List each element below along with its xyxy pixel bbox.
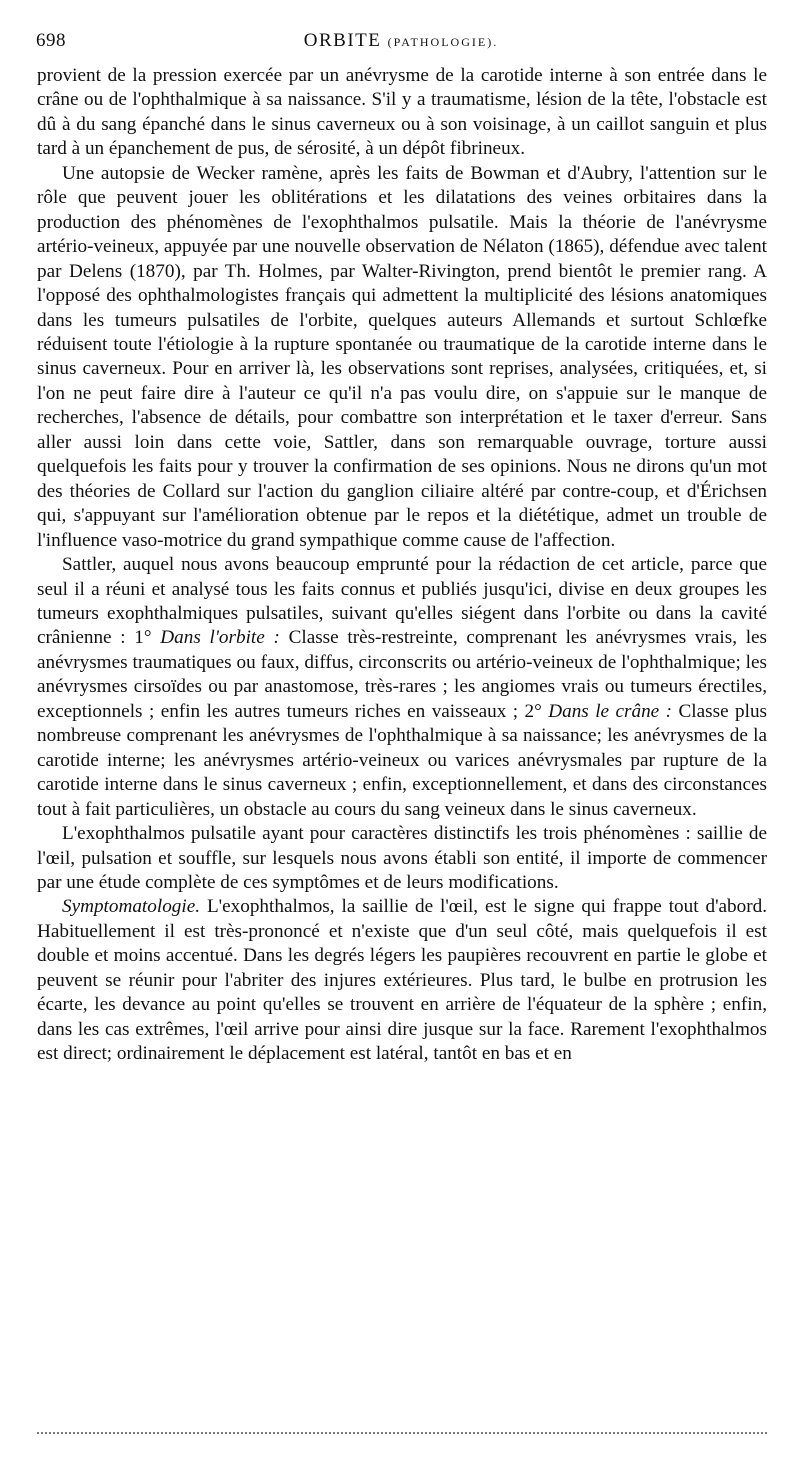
section-heading-symptomatology: Symptomatologie. (62, 896, 201, 918)
page-number: 698 (36, 30, 66, 51)
running-title-main: ORBITE (303, 30, 382, 51)
running-title (36, 30, 766, 52)
classification-orbit-text: Classe très-restreinte, comprenant les anévrysmes vrais, les anévrysmes traumatiques ou faux, diffus, circonscrits ou artério-veineux de l'ophthalmique; les anévrysmes cirsoïdes ou par anastomose, très-rares ; les angiomes vrais ou tumeurs érectiles, exceptionnels ; enfin les autres tumeurs riches en vaisseaux ; 2° (37, 627, 768, 722)
paragraph-classification (37, 553, 767, 822)
paragraph-symptomatology (37, 895, 767, 1066)
classification-skull-heading: Dans le crâne : (548, 700, 673, 722)
running-header (36, 30, 766, 60)
paragraph-characteristics: L'exophthalmos pulsatile ayant pour caractères distinctifs les trois phénomènes : saillie de l'œil, pulsation et souffle, sur lesquels nous avons établi son entité, il importe de commencer par une étude complète de ces symptômes et de leurs modifications. (37, 823, 767, 893)
paragraph-theories: Une autopsie de Wecker ramène, après les faits de Bowman et d'Aubry, l'attention sur le rôle que peuvent jouer les oblitérations et les dilatations des veines orbitaires dans la production des phénomènes de l'exophthalmos pulsatile. Mais la théorie de l'anévrysme artério-veineux, appuyée par une nouvelle observation de Nélaton (1865), défendue avec talent par Delens (1870), par Th. Holmes, par Walter-Rivington, prend bientôt le premier rang. A l'opposé des ophthalmologistes français qui admettent la multiplicité des lésions anatomiques dans les tumeurs pulsatiles de l'orbite, quelques auteurs Allemands et surtout Schlœfke réduisent toute l'étiologie à la rupture spontanée ou traumatique de la carotide interne dans le sinus caverneux. Pour en arriver là, les observations sont reprises, analysées, critiquées, et, si l'on ne peut faire dire à l'auteur ce qu'il n'a pas voulu dire, on s'appuie sur le manque de recherches, l'absence de détails, pour combattre son interprétation et le taxer d'erreur. Sans aller aussi loin dans cette voie, Sattler, dans son remarquable ouvrage, torture aussi quelquefois les faits pour y trouver la confirmation de ses opinions. Nous ne dirons qu'un mot des théories de Collard sur l'action du ganglion ciliaire altéré par contre-coup, et d'Érichsen qui, s'appuyant sur l'amélioration obtenue par le repos et la diététique, admet un trouble de l'influence vaso-motrice du grand sympathique comme cause de l'affection. (37, 162, 767, 551)
classification-skull-text: Classe plus nombreuse comprenant les anévrysmes de l'ophthalmique à sa naissance; les anévrysmes de la carotide interne; les anévrysmes artério-veineux ou varices anévrysmales par rupture de la carotide interne dans le sinus caverneux ; enfin, exceptionnellement, et dans des circonstances tout à fait particulières, un obstacle au cours du sang veineux dans le sinus caverneux. (37, 700, 768, 820)
symptomatology-text: L'exophthalmos, la saillie de l'œil, est le signe qui frappe tout d'abord. Habituellement il est très-prononcé et n'existe que d'un seul côté, mais quelquefois il est double et moins accentué. Dans les degrés légers les paupières recouvrent en partie le globe et peuvent se réunir pour l'abriter des injures extérieures. Plus tard, le bulbe en protrusion les écarte, les devance au point qu'elles se trouvent en arrière de l'équateur de la sphère ; enfin, dans les cas extrêmes, l'œil arrive pour ainsi dire jusque sur la face. Rarement l'exophthalmos est direct; ordinairement le déplacement est latéral, tantôt en bas et en (37, 896, 768, 1065)
classification-orbit-heading: Dans l'orbite : (160, 627, 280, 649)
footer-dotted-rule (37, 1432, 767, 1434)
body-text (37, 64, 767, 1067)
running-title-subtitle: (PATHOLOGIE). (387, 35, 499, 49)
paragraph-continuation: provient de la pression exercée par un anévrysme de la carotide interne à son entrée dans le crâne ou de l'ophthalmique à sa naissance. S'il y a traumatisme, lésion de la tête, l'obstacle est dû à du sang épanché dans le sinus caverneux ou à son voisinage, à un caillot sanguin et plus tard à un épanchement de pus, de sérosité, à un dépôt fibrineux. (37, 65, 767, 160)
classification-intro: Sattler, auquel nous avons beaucoup emprunté pour la rédaction de cet article, parce que seul il a réuni et analysé tous les faits connus et publiés jusqu'ici, divise en deux groupes les tumeurs exophthalmiques pulsatiles, suivant qu'elles siégent dans l'orbite ou dans la cavité crânienne : 1° (37, 554, 767, 649)
